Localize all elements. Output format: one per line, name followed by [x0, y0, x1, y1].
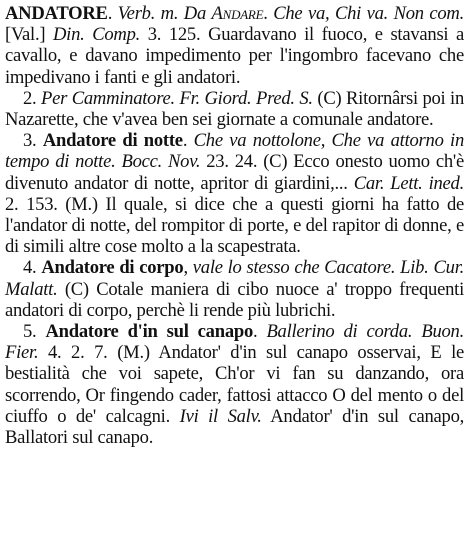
citation-ref: 23. 24.: [200, 151, 258, 173]
source-mark: (M.): [117, 342, 150, 364]
quotation: Ecco onesto uomo ch'è divenuto andator di notte, apritor di giardini,...: [5, 151, 464, 194]
sense-number: 2.: [23, 87, 42, 109]
source-mark: (C): [257, 151, 294, 173]
sense-2: [5, 88, 464, 130]
source-mark: (C): [312, 87, 347, 109]
citation: Din. Comp.: [53, 24, 141, 46]
quotation: Ritornârsi poi in Nazarette, che v'avea ben sei giornate a comunale andatore.: [5, 87, 465, 131]
citation: Ivi il Salv.: [179, 405, 262, 427]
definition: Che va nottolone, Che va attorno in tempo di notte. Bocc. Nov.: [5, 130, 465, 173]
sense-4: [5, 257, 464, 321]
quotation: Il quale, si dice che a questi giorni ha fatto de l'andator di notte, del rompitor di porte, e del rapitor di donne, e di simili altre cose molto a la scapestrata.: [5, 193, 464, 258]
punct: .: [182, 130, 194, 152]
quotation: Cotale maniera di cibo nuoce a' troppo frequenti andatori di corpo, perchè li rende più lubrichi.: [5, 278, 464, 321]
sense-number: 3.: [23, 130, 43, 152]
quotation: Andator' d'in sul canapo, Ballatori sul canapo.: [5, 405, 465, 449]
definition: vale lo stesso che Cacatore. Lib. Cur. Malatt.: [5, 257, 465, 300]
punct: .: [263, 3, 274, 24]
sense-number: 4.: [23, 257, 42, 279]
source-mark: [Val.]: [5, 24, 53, 46]
quotation: Andator' d'in sul canapo osservai, E le bestialità che voi sapete, Ch'or vi fan su danzando, ora scorrendo, Or fingendo cader, fattosi attacco O del mento o del ciuffo o de' calcagni.: [5, 342, 465, 427]
punct: .: [253, 321, 267, 343]
sense-5: [5, 321, 464, 448]
phrase: Andatore di corpo: [41, 257, 184, 279]
headword: ANDATORE: [5, 3, 108, 24]
citation-ref: 3. 125.: [140, 24, 201, 46]
definition: Per Camminatore. Fr. Giord. Pred. S.: [41, 87, 313, 109]
source-mark: (M.): [65, 193, 98, 215]
definition: Che va, Chi va. Non com.: [273, 3, 465, 24]
citation: Car. Lett. ined.: [353, 172, 464, 194]
citation-ref: 2. 153.: [5, 193, 66, 215]
quotation: Guardavano il fuoco, e stavansi a cavallo, e davano impedimento per l'ingombro facevano che impedivano i fanti e gli andatori.: [5, 24, 465, 88]
punct: ,: [183, 257, 193, 279]
punct: .: [107, 3, 118, 24]
source-mark: (C): [57, 278, 97, 300]
sense-number: 5.: [23, 321, 46, 343]
phrase: Andatore d'in sul canapo: [45, 321, 253, 343]
definition: Ballerino di corda. Buon. Fier.: [5, 321, 464, 364]
etymology: Andare: [211, 3, 264, 24]
entry-andatore: [5, 3, 464, 88]
sense-3: [5, 130, 464, 257]
grammar-note: Verb. m. Da: [117, 3, 212, 24]
phrase: Andatore di notte: [42, 130, 183, 152]
citation-ref: 4. 2. 7.: [38, 342, 118, 364]
